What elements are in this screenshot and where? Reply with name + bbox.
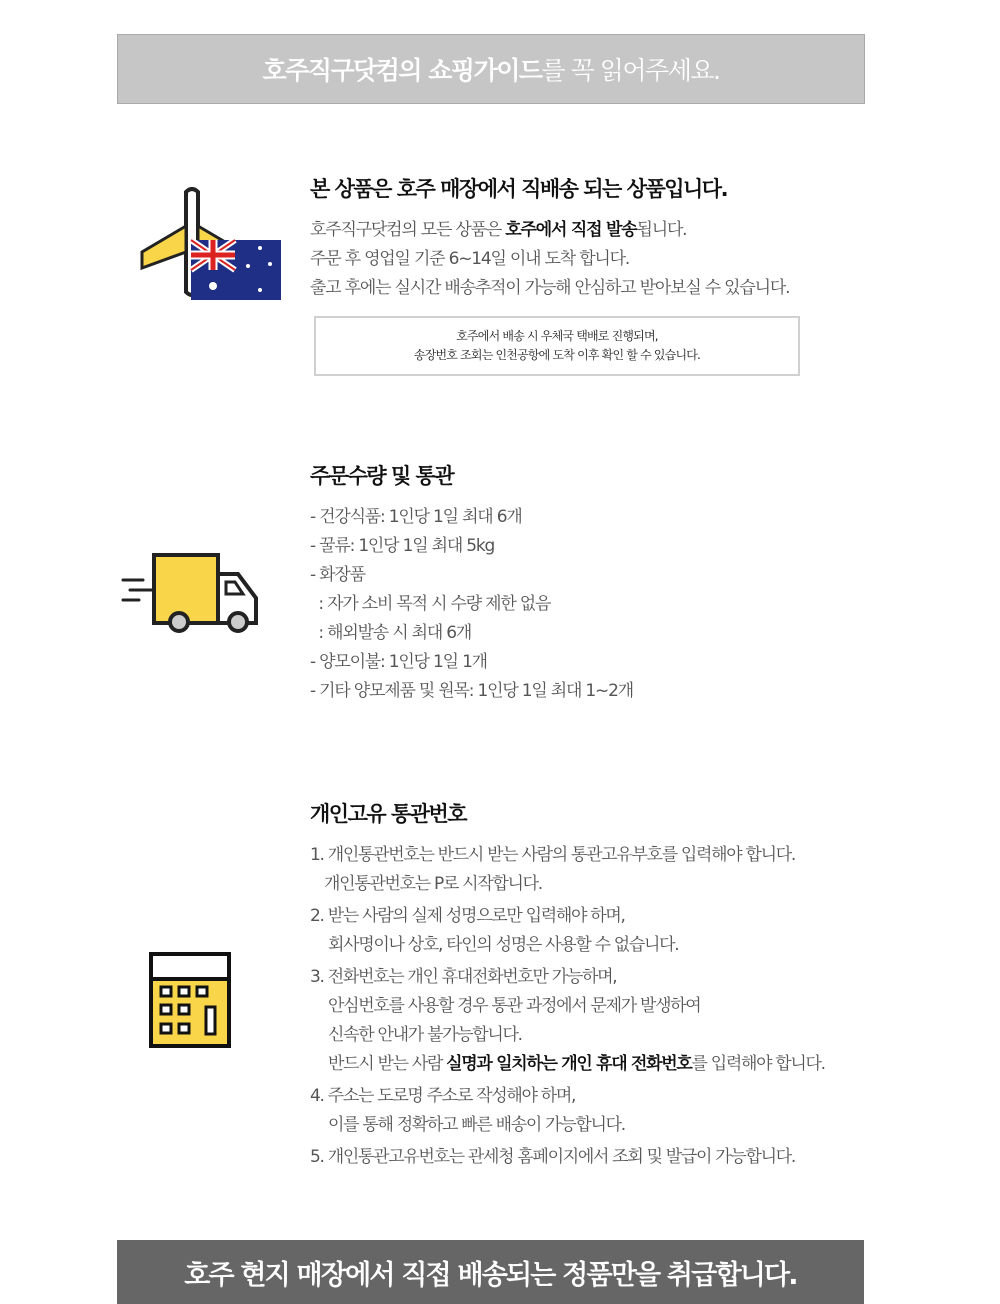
text: 됩니다. xyxy=(636,220,687,240)
list-item-sub: 이를 통해 정확하고 빠른 배송이 가능합니다. xyxy=(328,1115,625,1135)
section2-list xyxy=(310,503,633,706)
shipping-note-box xyxy=(314,316,800,376)
section2-title: 주문수량 및 통관 xyxy=(310,464,454,488)
bottom-banner: 호주 현지 매장에서 직접 배송되는 정품만을 취급합니다. xyxy=(117,1240,864,1304)
text: 주문 후 영업일 기준 6~14일 이내 도착 합니다. xyxy=(310,249,630,269)
section3-list xyxy=(310,841,825,1172)
banner-rest: 를 꼭 읽어주세요. xyxy=(541,56,720,85)
list-item: - 기타 양모제품 및 원목: 1인당 1일 최대 1~2개 xyxy=(310,681,633,701)
list-item: : 자가 소비 목적 시 수량 제한 없음 xyxy=(310,594,551,614)
list-item: 5. 개인통관고유번호는 관세청 홈페이지에서 조회 및 발급이 가능합니다. xyxy=(310,1147,795,1167)
list-item: 2. 받는 사람의 실제 성명으로만 입력해야 하며, xyxy=(310,906,625,926)
note-line: 송장번호 조회는 인천공항에 도착 이후 확인 할 수 있습니다. xyxy=(413,348,701,362)
list-item: : 해외발송 시 최대 6개 xyxy=(310,623,472,643)
list-item: - 건강식품: 1인당 1일 최대 6개 xyxy=(310,507,522,527)
text: 호주직구닷컴의 모든 상품은 xyxy=(310,220,506,240)
text: 를 입력해야 합니다. xyxy=(691,1054,825,1074)
calculator-icon xyxy=(149,952,233,1048)
list-item-sub: 개인통관번호는 P로 시작합니다. xyxy=(324,874,542,894)
airplane-australia-flag-icon xyxy=(138,186,283,302)
list-item: 1. 개인통관번호는 반드시 받는 사람의 통관고유부호를 입력해야 합니다. xyxy=(310,845,795,865)
section1-title: 본 상품은 호주 매장에서 직배송 되는 상품입니다. xyxy=(310,177,728,201)
list-item-sub: 신속한 안내가 불가능합니다. xyxy=(328,1025,522,1045)
list-item: - 화장품 xyxy=(310,565,365,585)
note-line: 호주에서 배송 시 우체국 택배로 진행되며, xyxy=(456,329,658,343)
delivery-truck-icon xyxy=(120,552,262,634)
banner-bold: 호주직구닷컴의 쇼핑가이드 xyxy=(262,56,542,85)
list-item-sub: 회사명이나 상호, 타인의 성명은 사용할 수 없습니다. xyxy=(328,935,679,955)
text: 반드시 받는 사람 xyxy=(328,1054,447,1074)
section3-title: 개인고유 통관번호 xyxy=(310,802,467,826)
text-bold: 호주에서 직접 발송 xyxy=(505,220,637,240)
list-item: 3. 전화번호는 개인 휴대전화번호만 가능하며, xyxy=(310,967,617,987)
list-item-sub: 안심번호를 사용할 경우 통관 과정에서 문제가 발생하여 xyxy=(328,996,701,1016)
list-item: - 꿀류: 1인당 1일 최대 5kg xyxy=(310,536,495,556)
text: 출고 후에는 실시간 배송추적이 가능해 안심하고 받아보실 수 있습니다. xyxy=(310,278,790,298)
list-item: - 양모이불: 1인당 1일 1개 xyxy=(310,652,487,672)
text-bold: 실명과 일치하는 개인 휴대 전화번호 xyxy=(446,1054,692,1074)
section1-body xyxy=(310,216,789,303)
top-banner xyxy=(117,34,865,104)
list-item: 4. 주소는 도로명 주소로 작성해야 하며, xyxy=(310,1086,576,1106)
